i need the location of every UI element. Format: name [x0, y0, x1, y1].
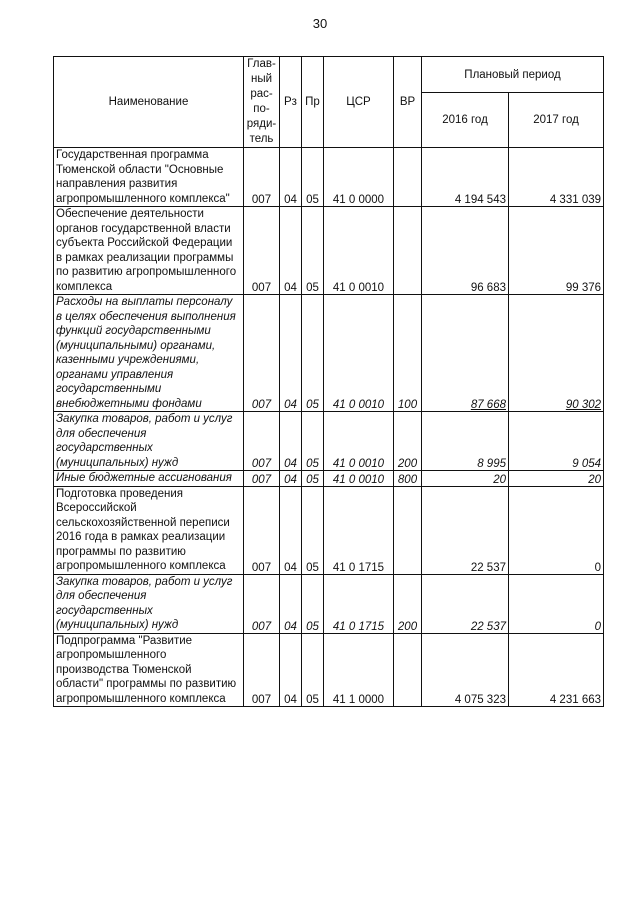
table-row: [54, 486, 604, 574]
row-csr: 41 0 0010: [324, 295, 394, 412]
row-2016: 20: [422, 471, 509, 487]
row-rz: 04: [280, 486, 302, 574]
row-2017: 99 376: [509, 207, 604, 295]
row-2017: 9 054: [509, 412, 604, 471]
row-rz: 04: [280, 148, 302, 207]
table-row: [54, 148, 604, 207]
row-distributor: 007: [244, 295, 280, 412]
row-2016: 96 683: [422, 207, 509, 295]
row-name: Иные бюджетные ассигнования: [54, 471, 244, 487]
row-distributor: 007: [244, 574, 280, 633]
row-vr: [394, 207, 422, 295]
row-name: Закупка товаров, работ и услуг для обеспечения государственных (муниципальных) нужд: [54, 412, 244, 471]
row-vr: 100: [394, 295, 422, 412]
row-2017: 4 231 663: [509, 633, 604, 707]
row-csr: 41 0 1715: [324, 574, 394, 633]
row-2017: 0: [509, 574, 604, 633]
row-distributor: 007: [244, 207, 280, 295]
row-rz: 04: [280, 574, 302, 633]
col-header-2016: 2016 год: [422, 93, 509, 148]
row-name: Расходы на выплаты персоналу в целях обеспечения выполнения функций государственными (муниципальными) органами, казенными учреждениями, органами управления государственными внебюджетными фондами: [54, 295, 244, 412]
row-name: Закупка товаров, работ и услуг для обеспечения государственных (муниципальных) нужд: [54, 574, 244, 633]
row-csr: 41 0 0010: [324, 412, 394, 471]
row-2016: 22 537: [422, 574, 509, 633]
row-pr: 05: [302, 207, 324, 295]
page-number: 30: [312, 16, 328, 31]
row-2017: 20: [509, 471, 604, 487]
row-pr: 05: [302, 148, 324, 207]
col-header-csr: ЦСР: [324, 57, 394, 148]
col-header-planned-period: Плановый период: [422, 57, 604, 93]
table-row: [54, 574, 604, 633]
row-rz: 04: [280, 633, 302, 707]
row-pr: 05: [302, 574, 324, 633]
col-header-2017: 2017 год: [509, 93, 604, 148]
row-name: Подпрограмма "Развитие агропромышленного производства Тюменской области" программы по развитию агропромышленного комплекса: [54, 633, 244, 707]
col-header-rz: Рз: [280, 57, 302, 148]
row-vr: 200: [394, 574, 422, 633]
row-2016: 4 194 543: [422, 148, 509, 207]
col-header-vr: ВР: [394, 57, 422, 148]
row-csr: 41 0 1715: [324, 486, 394, 574]
row-pr: 05: [302, 633, 324, 707]
table-row: [54, 471, 604, 487]
row-2016: 4 075 323: [422, 633, 509, 707]
row-name: Обеспечение деятельности органов государственной власти субъекта Российской Федерации в рамках реализации программы по развитию агропромышленного комплекса: [54, 207, 244, 295]
row-pr: 05: [302, 486, 324, 574]
row-pr: 05: [302, 295, 324, 412]
row-2016: 22 537: [422, 486, 509, 574]
row-rz: 04: [280, 295, 302, 412]
header-row: [54, 57, 604, 93]
row-csr: 41 0 0010: [324, 207, 394, 295]
row-distributor: 007: [244, 412, 280, 471]
col-header-distributor: Глав-ный рас-по-ряди-тель: [244, 57, 280, 148]
table-row: [54, 295, 604, 412]
row-2017: 4 331 039: [509, 148, 604, 207]
row-csr: 41 1 0000: [324, 633, 394, 707]
row-rz: 04: [280, 412, 302, 471]
row-pr: 05: [302, 412, 324, 471]
row-2017: 0: [509, 486, 604, 574]
row-distributor: 007: [244, 471, 280, 487]
row-vr: [394, 486, 422, 574]
budget-table: [53, 56, 604, 707]
row-csr: 41 0 0000: [324, 148, 394, 207]
row-distributor: 007: [244, 633, 280, 707]
row-distributor: 007: [244, 148, 280, 207]
row-vr: [394, 633, 422, 707]
row-name: Подготовка проведения Всероссийской сельскохозяйственной переписи 2016 года в рамках реализации программы по развитию агропромышленного комплекса: [54, 486, 244, 574]
row-2016: 87 668: [422, 295, 509, 412]
table-row: [54, 207, 604, 295]
table-row: [54, 633, 604, 707]
row-distributor: 007: [244, 486, 280, 574]
row-vr: 800: [394, 471, 422, 487]
row-2016: 8 995: [422, 412, 509, 471]
row-rz: 04: [280, 471, 302, 487]
col-header-pr: Пр: [302, 57, 324, 148]
row-rz: 04: [280, 207, 302, 295]
row-name: Государственная программа Тюменской области "Основные направления развития агропромышленного комплекса": [54, 148, 244, 207]
row-vr: [394, 148, 422, 207]
row-pr: 05: [302, 471, 324, 487]
table-row: [54, 412, 604, 471]
row-vr: 200: [394, 412, 422, 471]
row-csr: 41 0 0010: [324, 471, 394, 487]
row-2017: 90 302: [509, 295, 604, 412]
col-header-name: Наименование: [54, 57, 244, 148]
